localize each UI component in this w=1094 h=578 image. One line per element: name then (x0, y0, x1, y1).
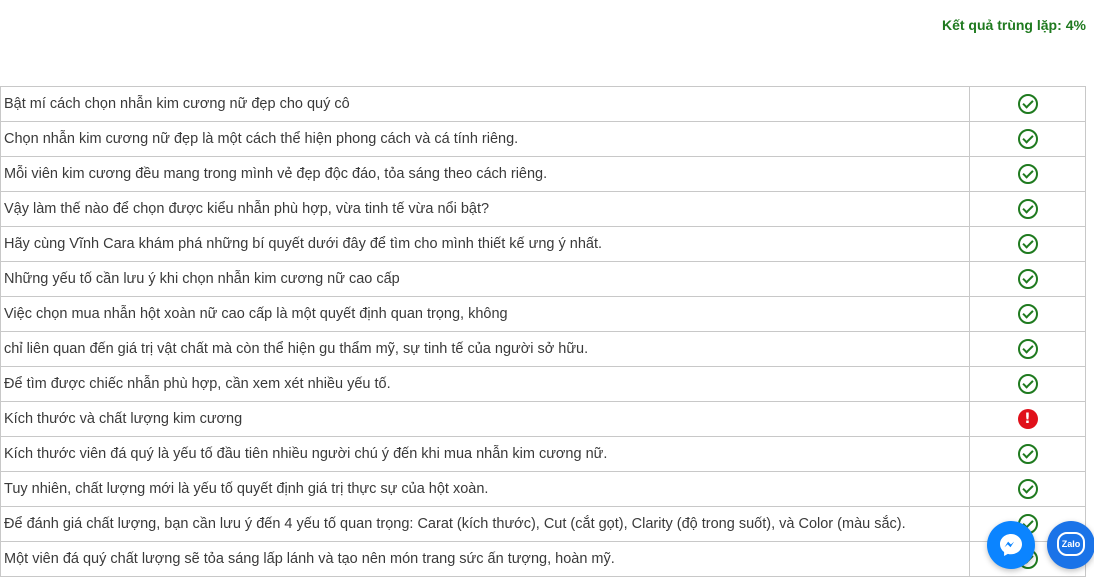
check-circle-icon (1018, 164, 1038, 184)
sentence-text: Việc chọn mua nhẫn hột xoàn nữ cao cấp là một quyết định quan trọng, không (1, 297, 970, 332)
table-row (1, 297, 1086, 332)
sentence-text: chỉ liên quan đến giá trị vật chất mà còn thể hiện gu thẩm mỹ, sự tinh tế của người sở hữu. (1, 332, 970, 367)
check-circle-icon (1018, 269, 1038, 289)
sentence-status (970, 87, 1086, 122)
sentence-status (970, 192, 1086, 227)
table-row (1, 367, 1086, 402)
sentence-status (970, 472, 1086, 507)
table-row (1, 227, 1086, 262)
sentence-text: Chọn nhẫn kim cương nữ đẹp là một cách thể hiện phong cách và cá tính riêng. (1, 122, 970, 157)
sentence-status (970, 297, 1086, 332)
duplicate-result-label: Kết quả trùng lặp: (941, 17, 1062, 33)
check-circle-icon (1018, 339, 1038, 359)
table-row (1, 332, 1086, 367)
sentence-text: Hãy cùng Vĩnh Cara khám phá những bí quyết dưới đây để tìm cho mình thiết kế ưng ý nhất. (1, 227, 970, 262)
sentence-text: Vậy làm thế nào để chọn được kiểu nhẫn phù hợp, vừa tinh tế vừa nổi bật? (1, 192, 970, 227)
check-circle-icon (1018, 129, 1038, 149)
sentence-status (970, 262, 1086, 297)
table-row (1, 157, 1086, 192)
table-row (1, 542, 1086, 577)
sentence-status (970, 367, 1086, 402)
sentence-text: Để tìm được chiếc nhẫn phù hợp, cần xem xét nhiều yếu tố. (1, 367, 970, 402)
table-row (1, 507, 1086, 542)
table-row (1, 122, 1086, 157)
sentence-text: Kích thước và chất lượng kim cương (1, 402, 970, 437)
sentence-text: Những yếu tố cần lưu ý khi chọn nhẫn kim cương nữ cao cấp (1, 262, 970, 297)
zalo-chat-button[interactable] (1047, 521, 1094, 569)
table-row (1, 87, 1086, 122)
sentence-text: Mỗi viên kim cương đều mang trong mình vẻ đẹp độc đáo, tỏa sáng theo cách riêng. (1, 157, 970, 192)
table-row (1, 437, 1086, 472)
sentence-table-body (1, 87, 1086, 577)
check-circle-icon (1018, 94, 1038, 114)
sentence-text: Kích thước viên đá quý là yếu tố đầu tiên nhiều người chú ý đến khi mua nhẫn kim cương nữ. (1, 437, 970, 472)
table-row (1, 472, 1086, 507)
duplicate-result (942, 17, 1086, 33)
check-circle-icon (1018, 374, 1038, 394)
sentence-status (970, 227, 1086, 262)
table-row (1, 402, 1086, 437)
zalo-icon: Zalo (1057, 532, 1085, 556)
sentence-table (0, 86, 1086, 577)
messenger-icon (998, 532, 1024, 558)
warning-icon: ! (1018, 409, 1038, 429)
check-circle-icon (1018, 234, 1038, 254)
messenger-chat-button[interactable] (987, 521, 1035, 569)
check-circle-icon (1018, 444, 1038, 464)
check-circle-icon (1018, 304, 1038, 324)
check-circle-icon (1018, 199, 1038, 219)
sentence-status (970, 122, 1086, 157)
sentence-text: Bật mí cách chọn nhẫn kim cương nữ đẹp cho quý cô (1, 87, 970, 122)
table-row (1, 262, 1086, 297)
sentence-status (970, 437, 1086, 472)
sentence-status (970, 402, 1086, 437)
sentence-status (970, 157, 1086, 192)
sentence-text: Một viên đá quý chất lượng sẽ tỏa sáng lấp lánh và tạo nên món trang sức ấn tượng, hoàn mỹ. (1, 542, 970, 577)
check-circle-icon (1018, 479, 1038, 499)
table-row (1, 192, 1086, 227)
duplicate-result-value: 4% (1065, 17, 1086, 33)
sentence-text: Tuy nhiên, chất lượng mới là yếu tố quyết định giá trị thực sự của hột xoàn. (1, 472, 970, 507)
sentence-text: Để đánh giá chất lượng, bạn cần lưu ý đến 4 yếu tố quan trọng: Carat (kích thước), Cut (cắt gọt), Clarity (độ trong suốt), và Color (màu sắc). (1, 507, 970, 542)
sentence-status (970, 332, 1086, 367)
